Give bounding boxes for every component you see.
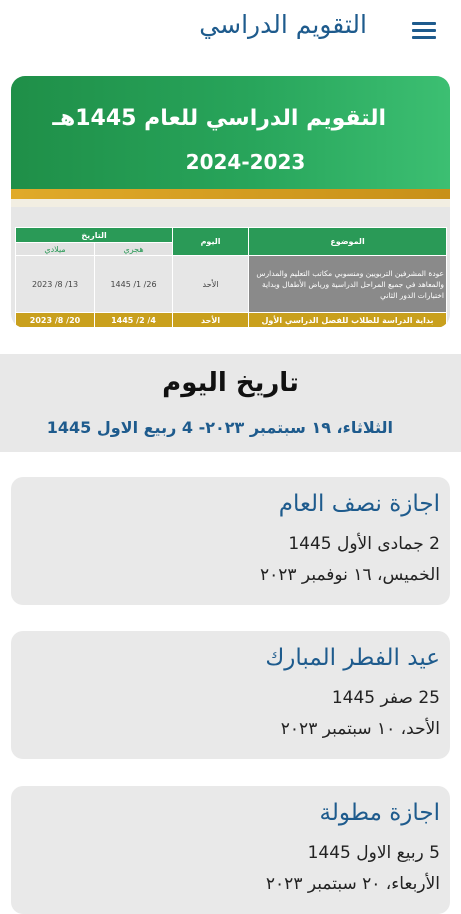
table-header-topic: الموضوع — [249, 228, 447, 256]
event-title: اجازة نصف العام — [278, 491, 440, 517]
app-bar — [0, 0, 461, 62]
table-cell-hijri: 4/ 2/ 1445 — [95, 313, 173, 328]
banner-title: التقويم الدراسي للعام 1445هـ — [52, 106, 386, 131]
banner-light-stripe — [11, 199, 450, 207]
event-gregorian-date: الخميس، ١٦ نوفمبر ٢٠٢٣ — [260, 565, 440, 585]
table-header-hijri: هجري — [95, 243, 173, 256]
table-cell-topic: عودة المشرفين التربويين ومنسوبي مكاتب التعليم والمدارس والمعاهد في جميع المراحل الدراسية ورياض الأطفال وبداية اختبارات الدور الثاني — [249, 256, 447, 313]
event-title: عيد الفطر المبارك — [265, 645, 440, 671]
table-cell-topic: بداية الدراسة للطلاب للفصل الدراسي الأول — [249, 313, 447, 328]
banner-years: 2024-2023 — [185, 150, 306, 174]
table-cell-gregorian: 13/ 8/ 2023 — [16, 256, 95, 313]
event-gregorian-date: الأحد، ١٠ سبتمبر ٢٠٢٣ — [280, 719, 440, 739]
calendar-table — [15, 227, 447, 328]
event-hijri-date: 25 صفر 1445 — [331, 688, 440, 708]
menu-line — [412, 29, 436, 32]
table-cell-day: الأحد — [173, 313, 249, 328]
event-gregorian-date: الأربعاء، ٢٠ سبتمبر ٢٠٢٣ — [265, 874, 440, 894]
menu-line — [412, 22, 436, 25]
calendar-banner-image — [11, 76, 450, 328]
table-row — [16, 256, 447, 313]
banner-header — [11, 76, 450, 189]
page-title: التقويم الدراسي — [199, 10, 367, 39]
banner-gold-stripe — [11, 189, 450, 199]
table-cell-day: الأحد — [173, 256, 249, 313]
menu-line — [412, 36, 436, 39]
event-title: اجازة مطولة — [319, 800, 440, 826]
table-header-day: اليوم — [173, 228, 249, 256]
table-row — [16, 313, 447, 328]
event-card[interactable] — [11, 631, 450, 759]
today-date: الثلاثاء، ١٩ سبتمبر ٢٠٢٣- 4 ربيع الاول 1445 — [46, 418, 393, 437]
event-card[interactable] — [11, 477, 450, 605]
table-header-gregorian: ميلادي — [16, 243, 95, 256]
today-title: تاريخ اليوم — [162, 368, 299, 398]
event-hijri-date: 2 جمادى الأول 1445 — [288, 534, 440, 554]
hamburger-menu-icon[interactable] — [412, 20, 438, 40]
table-cell-gregorian: 20/ 8/ 2023 — [16, 313, 95, 328]
table-cell-hijri: 26/ 1/ 1445 — [95, 256, 173, 313]
event-hijri-date: 5 ربيع الاول 1445 — [307, 843, 440, 863]
table-header-date: التاريخ — [16, 228, 173, 243]
event-card[interactable] — [11, 786, 450, 914]
today-date-section — [0, 354, 461, 452]
